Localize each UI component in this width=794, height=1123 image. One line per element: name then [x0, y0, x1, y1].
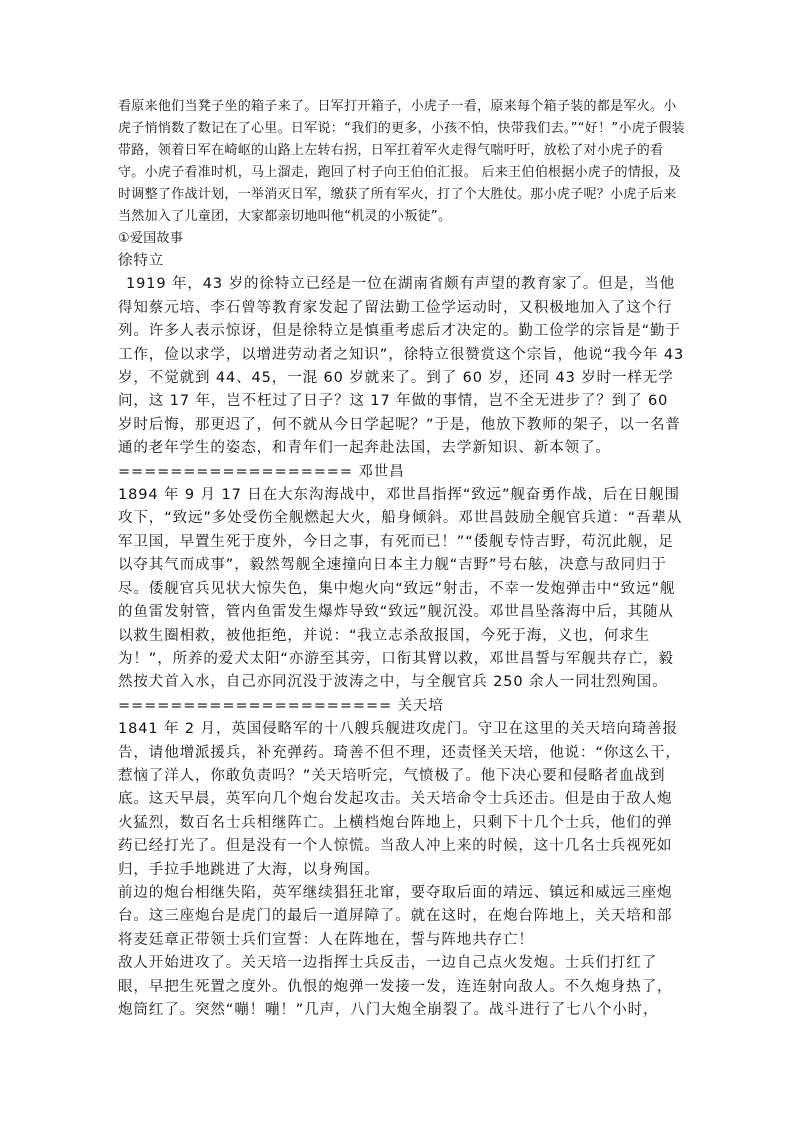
story-paragraph: 1894 年 9 月 17 日在大东沟海战中，邓世昌指挥“致远”舰奋勇作战，后在日舰围攻下，“致远”多处受伤全舰燃起大火，船身倾斜。邓世昌鼓励全舰官兵道：“吾辈从军卫国，早置生死于度外，今日之事，有死而已！”“倭舰专恃吉野，苟沉此舰，足以夺其气而成事”，毅然驾舰全速撞向日本主力舰“吉野”号右舷，决意与敌同归于尽。倭舰官兵见状大惊失色，集中炮火向“致远”射击，不幸一发炮弹击中“致远”舰的鱼雷发射管，管内鱼雷发生爆炸导致“致远”舰沉没。邓世昌坠落海中后，其随从以救生圈相救，被他拒绝，并说：“我立志杀敌报国，今死于海，义也，何求生为！”，所养的爱犬太阳“亦游至其旁，口衔其臂以救，邓世昌誓与军舰共存亡，毅然按犬首入水，自己亦同沉没于波涛之中，与全舰官兵 250 余人一同壮烈殉国。 — [118, 487, 683, 691]
story-xu-teli — [118, 250, 686, 461]
story-divider-heading: ===================== 关天培 — [118, 697, 444, 714]
story-divider-heading: ================== 邓世昌 — [118, 463, 405, 480]
intro-block — [118, 96, 686, 250]
intro-paragraph: 看原来他们当凳子坐的箱子来了。日军打开箱子，小虎子一看，原来每个箱子装的都是军火。小虎子悄悄数了数记在了心里。日军说：“我们的更多，小孩不怕，快带我们去。”“好！”小虎子假装带路，领着日军在崎岖的山路上左转右拐，日军扛着军火走得气喘吁吁，放松了对小虎子的看守。小虎子看准时机，马上溜走，跑回了村子向王伯伯汇报。 后来王伯伯根据小虎子的情报，及时调整了作战计划，一举消灭日军，缴获了所有军火，打了个大胜仗。那小虎子呢？小虎子后来当然加入了儿童团，大家都亲切地叫他“机灵的小叛徒”。 — [118, 99, 685, 224]
story-paragraph: 1919 年，43 岁的徐特立已经是一位在湖南省颇有声望的教育家了。但是，当他得知蔡元培、李石曾等教育家发起了留法勤工俭学运动时，又积极地加入了这个行列。许多人表示惊讶，但是徐特立是慎重考虑后才决定的。勤工俭学的宗旨是“勤于工作，俭以求学，以增进劳动者之知识”，徐特立很赞赏这个宗旨，他说“我今年 43 岁，不觉就到 44、45，一混 60 岁就来了。到了 60 岁，还同 43 岁时一样无学问，这 17 年，岂不枉过了日子？这 17 年做的事情，岂不全无进步了？到了 60 岁时后悔，那更迟了，何不就从今日学起呢？”于是，他放下教师的架子，以一名普通的老年学生的姿态，和青年们一起奔赴法国，去学新知识、新本领了。 — [118, 276, 685, 457]
story-paragraph: 前边的炮台相继失陷，英军继续猖狂北窜，要夺取后面的靖远、镇远和威远三座炮台。这三座炮台是虎门的最后一道屏障了。就在这时，在炮台阵地上，关天培和部将麦廷章正带领士兵们宣誓：人在阵地在，誓与阵地共存亡！ — [118, 884, 673, 948]
story-heading: 徐特立 — [118, 253, 165, 269]
story-guan-tianpei — [118, 695, 686, 1023]
section-title: ①爱国故事 — [118, 231, 184, 246]
document-page — [118, 96, 686, 1022]
story-deng-shichang — [118, 461, 686, 695]
story-paragraph: 1841 年 2 月，英国侵略军的十八艘兵舰进攻虎门。守卫在这里的关天培向琦善报告，请他增派援兵，补充弹药。琦善不但不理，还责怪关天培，他说：“你这么干，惹恼了洋人，你敢负责吗？”关天培听完，气愤极了。他下决心要和侵略者血战到底。这天早晨，英军向几个炮台发起攻击。关天培命令士兵还击。但是由于敌人炮火猛烈，数百名士兵相继阵亡。上横档炮台阵地上，只剩下十几个士兵，他们的弹药已经打光了。但是没有一个人惊慌。当敌人冲上来的时候，这十几名士兵视死如归，手拉手地跳进了大海，以身殉国。 — [118, 721, 681, 878]
story-paragraph: 敌人开始进攻了。关天培一边指挥士兵反击，一边自己点火发炮。士兵们打红了眼，早把生死置之度外。仇恨的炮弹一发接一发，连连射向敌人。不久炮身热了，炮筒红了。突然“嘣！嘣！”几声，八门大炮全崩裂了。战斗进行了七八个小时， — [118, 955, 673, 1018]
